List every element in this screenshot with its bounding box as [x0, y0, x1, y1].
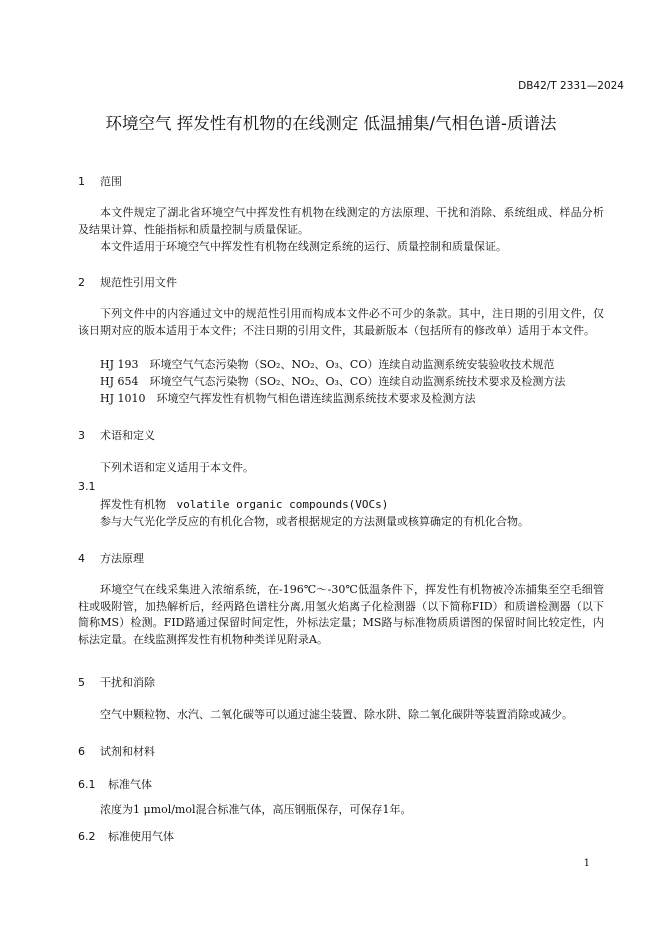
- section-number: 2: [78, 276, 85, 289]
- section-number: 4: [78, 552, 85, 565]
- term-english: volatile organic compounds(VOCs): [176, 498, 389, 511]
- section-3-heading: [78, 427, 155, 443]
- section-6-heading: [78, 743, 155, 759]
- standard-number: DB42/T 2331—2024: [518, 80, 624, 92]
- term-chinese: 挥发性有机物: [100, 498, 166, 511]
- subsection-6-1-heading: [78, 776, 152, 792]
- interference-paragraph: 空气中颗粒物、水汽、二氧化碳等可以通过滤尘装置、除水阱、除二氧化碳阱等装置消除或减少。: [100, 708, 573, 721]
- section-2-heading: [78, 274, 177, 290]
- subsection-title: 标准气体: [108, 778, 152, 791]
- section-title: 试剂和材料: [100, 745, 155, 758]
- references-intro: 下列文件中的内容通过文中的规范性引用而构成本文件必不可少的条款。其中，注日期的引用文件，仅该日期对应的版本适用于本文件；不注日期的引用文件，其最新版本（包括所有的修改单）适用于本文件。: [78, 307, 604, 337]
- term-entry: [100, 497, 388, 514]
- section-number: 3: [78, 429, 85, 442]
- section-title: 规范性引用文件: [100, 276, 177, 289]
- scope-paragraph-2: 本文件适用于环境空气中挥发性有机物在线测定系统的运行、质量控制和质量保证。: [100, 240, 507, 253]
- section-1-heading: [78, 173, 122, 189]
- reference-item: HJ 654 环境空气气态污染物（SO₂、NO₂、O₃、CO）连续自动监测系统技术要求及检测方法: [100, 375, 566, 388]
- section-title: 方法原理: [100, 552, 144, 565]
- subsection-6-2-heading: [78, 828, 174, 844]
- term-definition: 参与大气光化学反应的有机化合物，或者根据规定的方法测量或核算确定的有机化合物。: [100, 515, 529, 528]
- subsection-number: 6.1: [78, 778, 96, 791]
- section-title: 术语和定义: [100, 429, 155, 442]
- page-number: 1: [583, 858, 590, 869]
- principle-paragraph: 环境空气在线采集进入浓缩系统，在-196℃～-30℃低温条件下，挥发性有机物被冷冻捕集至空毛细管柱或吸附管，加热解析后，经两路色谱柱分离,用氢火焰离子化检测器（以下简称FID）和质谱检测器（以下简称MS）检测。FID路通过保留时间定性，外标法定量；MS路与标准物质质谱图的保留时间比较定性，内标法定量。在线监测挥发性有机物种类详见附录A。: [78, 583, 604, 646]
- section-title: 范围: [100, 175, 122, 188]
- terms-intro: 下列术语和定义适用于本文件。: [100, 461, 254, 474]
- subsection-number: 6.2: [78, 830, 96, 843]
- subsection-title: 标准使用气体: [108, 830, 174, 843]
- section-4-heading: [78, 550, 144, 566]
- section-number: 5: [78, 676, 85, 689]
- reference-item: HJ 1010 环境空气挥发性有机物气相色谱连续监测系统技术要求及检测方法: [100, 392, 476, 405]
- section-number: 6: [78, 745, 85, 758]
- section-title: 干扰和消除: [100, 676, 155, 689]
- standard-gas-paragraph: 浓度为1 μmol/mol混合标准气体，高压钢瓶保存，可保存1年。: [100, 803, 412, 816]
- reference-item: HJ 193 环境空气气态污染物（SO₂、NO₂、O₃、CO）连续自动监测系统安装验收技术规范: [100, 358, 555, 371]
- section-number: 1: [78, 175, 85, 188]
- section-5-heading: [78, 674, 155, 690]
- subsection-3-1-number: 3.1: [78, 480, 96, 493]
- document-title: 环境空气 挥发性有机物的在线测定 低温捕集/气相色谱-质谱法: [105, 114, 557, 133]
- scope-paragraph-1: 本文件规定了湖北省环境空气中挥发性有机物在线测定的方法原理、干扰和消除、系统组成、样品分析及结果计算、性能指标和质量控制与质量保证。: [78, 206, 604, 236]
